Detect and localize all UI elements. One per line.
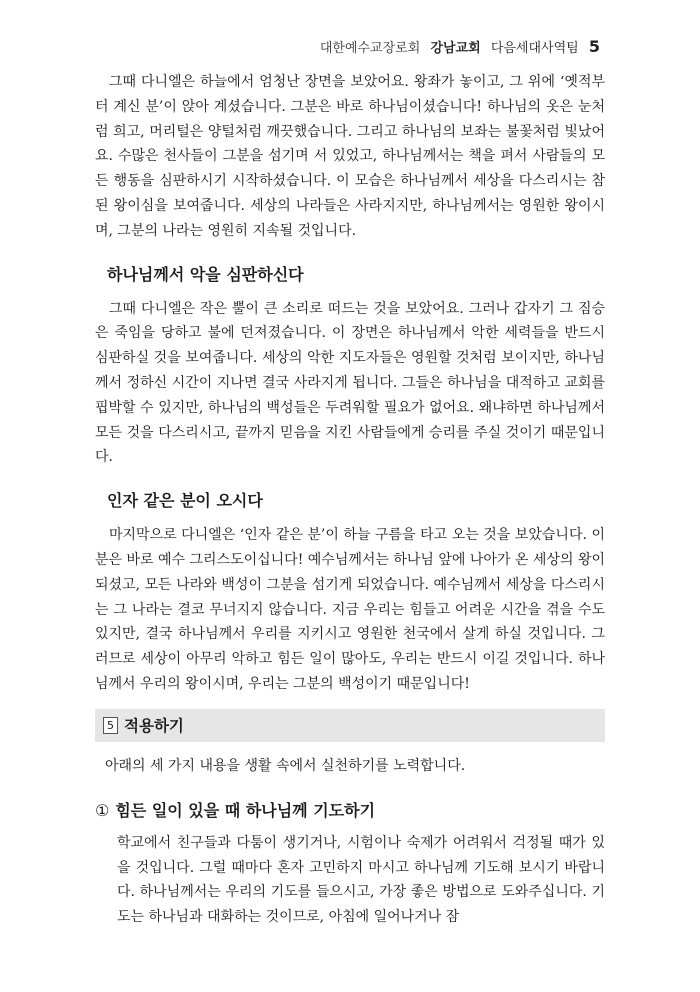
- running-header: [320, 37, 600, 56]
- application-title: 적용하기: [124, 717, 184, 736]
- paragraph-son-of-man: 마지막으로 다니엘은 ‘인자 같은 분’이 하늘 구름을 타고 오는 것을 보았습니다. 이분은 바로 예수 그리스도이십니다! 예수님께서는 하나님 앞에 나아가 온 세상의 왕이 되셨고, 모든 나라와 백성이 그분을 섬기게 되었습니다. 예수님께서 세상을 다스리시는 그 나라는 결코 무너지지 않습니다. 지금 우리는 힘들고 어려운 시간을 겪을 수도 있지만, 결국 하나님께서 우리를 지키시고 영원한 천국에서 살게 하실 것입니다. 그러므로 세상이 아무리 악하고 힘든 일이 많아도, 우리는 반드시 이길 것입니다. 하나님께서 우리의 왕이시며, 우리는 그분의 백성이기 때문입니다!: [95, 527, 605, 692]
- application-item-heading: [95, 798, 605, 821]
- section-heading-judgment: 하나님께서 악을 심판하신다: [107, 264, 304, 284]
- application-item-text: 학교에서 친구들과 다툼이 생기거나, 시험이나 숙제가 어려워서 걱정될 때가 있을 것입니다. 그럴 때마다 혼자 고민하지 마시고 하나님께 기도해 보시기 바랍니다. 하나님께서는 우리의 기도를 들으시고, 가장 좋은 방법으로 도와주십니다. 기도는 하나님과 대화하는 것이므로, 아침에 일어나거나 잠: [117, 834, 605, 926]
- header-org: 대한예수교장로회: [319, 41, 421, 56]
- application-item-title: 힘든 일이 있을 때 하나님께 기도하기: [115, 800, 376, 820]
- circled-number-one-icon: ①: [95, 800, 110, 820]
- section-heading-son-of-man: 인자 같은 분이 오시다: [107, 491, 263, 511]
- section-number-box: 5: [103, 717, 118, 734]
- application-section-bar: [95, 709, 605, 742]
- header-church: 강남교회: [430, 41, 481, 56]
- paragraph-throne-vision: 그때 다니엘은 하늘에서 엄청난 장면을 보았어요. 왕좌가 놓이고, 그 위에 ‘옛적부터 계신 분’이 앉아 계셨습니다. 그분은 바로 하나님이셨습니다! 하나님의 옷은 눈처럼 희고, 머리털은 양털처럼 깨끗했습니다. 그리고 하나님의 보좌는 불꽃처럼 빛났어요. 수많은 천사들이 그분을 섬기며 서 있었고, 하나님께서는 책을 펴서 사람들의 모든 행동을 심판하시기 시작하셨습니다. 이 모습은 하나님께서 세상을 다스리시는 참된 왕이심을 보여줍니다. 세상의 나라들은 사라지지만, 하나님께서는 영원한 왕이시며, 그분의 나라는 영원히 지속될 것입니다.: [95, 74, 605, 239]
- header-team: 다음세대사역팀: [490, 41, 579, 56]
- application-intro: 아래의 세 가지 내용을 생활 속에서 실천하기를 노력합니다.: [105, 757, 466, 774]
- paragraph-judgment: 그때 다니엘은 작은 뿔이 큰 소리로 떠드는 것을 보았어요. 그러나 갑자기 그 짐승은 죽임을 당하고 불에 던져졌습니다. 이 장면은 하나님께서 악한 세력들을 반드시 심판하실 것을 보여줍니다. 세상의 악한 지도자들은 영원할 것처럼 보이지만, 하나님께서 정하신 시간이 지나면 결국 사라지게 됩니다. 그들은 하나님을 대적하고 교회를 핍박할 수 있지만, 하나님의 백성들은 두려워할 필요가 없어요. 왜냐하면 하나님께서 모든 것을 다스리시고, 끝까지 믿음을 지킨 사람들에게 승리를 주실 것이기 때문입니다.: [95, 300, 605, 466]
- page-content: [95, 70, 605, 930]
- page-number: 5: [588, 37, 600, 56]
